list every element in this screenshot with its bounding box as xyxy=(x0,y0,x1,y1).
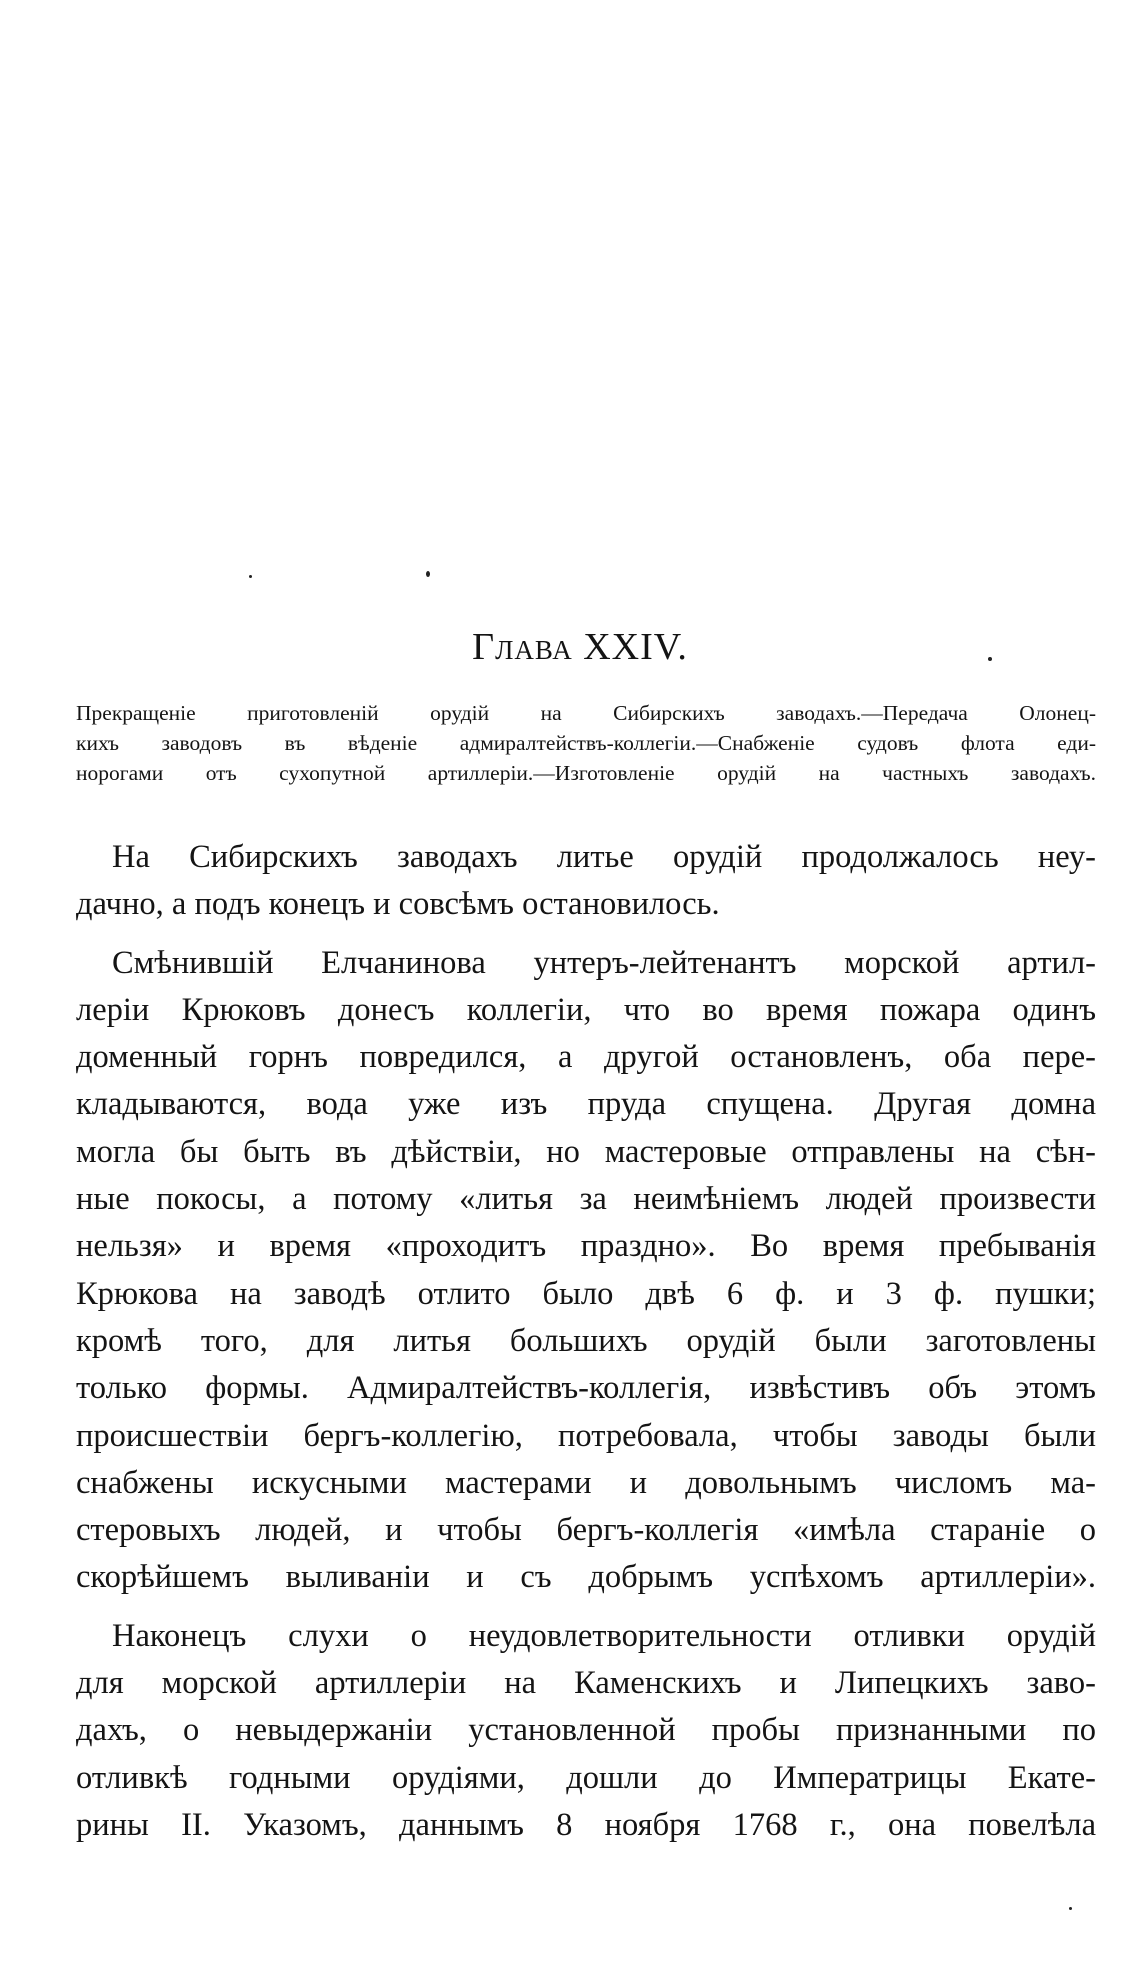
paragraph xyxy=(76,834,1096,929)
text-line: происшествіи бергъ-коллегію, потребовала, чтобы заводы были xyxy=(76,1417,1096,1454)
paragraph xyxy=(76,940,1096,1602)
text-line: стеровыхъ людей, и чтобы бергъ-коллегія «имѣла стараніе о xyxy=(76,1512,1096,1549)
summary-line: норогами отъ сухопутной артиллеріи.—Изготовленіе орудій на частныхъ заводахъ. xyxy=(76,761,1096,785)
body-text xyxy=(76,834,1096,1849)
text-line: На Сибирскихъ заводахъ литье орудій продолжалось неу- xyxy=(112,839,1096,875)
text-line: кромѣ того, для литья большихъ орудій были заготовлены xyxy=(76,1322,1096,1359)
text-line: кладываются, вода уже изъ пруда спущена. Другая домна xyxy=(76,1086,1096,1123)
text-line: Наконецъ слухи о неудовлетворительности отливки орудій xyxy=(112,1617,1096,1654)
text-line: Смѣнившій Елчанинова унтеръ-лейтенантъ морской артил- xyxy=(112,944,1096,981)
text-line: дачно, а подъ конецъ и совсѣмъ остановилось. xyxy=(76,886,720,923)
text-line: снабжены искусными мастерами и довольнымъ числомъ ма- xyxy=(76,1464,1096,1501)
scan-speck xyxy=(1069,1907,1072,1910)
paragraph xyxy=(76,1613,1096,1849)
chapter-title-text: Глава XXIV. xyxy=(472,626,688,668)
chapter-title xyxy=(0,628,1140,666)
text-line: доменный горнъ повредился, а другой остановленъ, оба пере- xyxy=(76,1039,1096,1076)
text-line: дахъ, о невыдержаніи установленной пробы признанными по xyxy=(76,1712,1096,1749)
text-line: могла бы быть въ дѣйствіи, но мастеровые отправлены на сѣн- xyxy=(76,1133,1096,1170)
summary-line: кихъ заводовъ въ вѣденіе адмиралтействъ-коллегіи.—Снабженіе судовъ флота еди- xyxy=(76,731,1096,755)
text-line: Крюкова на заводѣ отлито было двѣ 6 ф. и 3 ф. пушки; xyxy=(76,1275,1096,1312)
text-line: скорѣйшемъ выливаніи и съ добрымъ успѣхомъ артиллеріи». xyxy=(76,1559,1096,1596)
text-line: ные покосы, а потому «литья за неимѣніемъ людей произвести xyxy=(76,1181,1096,1218)
scan-speck xyxy=(249,575,252,578)
text-line: нельзя» и время «проходитъ праздно». Во время пребыванія xyxy=(76,1228,1096,1265)
summary-line: Прекращеніе приготовленій орудій на Сибирскихъ заводахъ.—Передача Олонец- xyxy=(76,701,1096,725)
text-line: только формы. Адмиралтействъ-коллегія, извѣстивъ объ этомъ xyxy=(76,1370,1096,1407)
scan-speck xyxy=(426,571,430,577)
text-line: отливкѣ годными орудіями, дошли до Императрицы Екате- xyxy=(76,1759,1096,1796)
text-line: для морской артиллеріи на Каменскихъ и Липецкихъ заво- xyxy=(76,1665,1096,1702)
text-line: рины II. Указомъ, даннымъ 8 ноября 1768 г., она повелѣла xyxy=(76,1806,1096,1843)
chapter-summary xyxy=(76,698,1096,788)
text-line: леріи Крюковъ донесъ коллегіи, что во время пожара одинъ xyxy=(76,991,1096,1028)
